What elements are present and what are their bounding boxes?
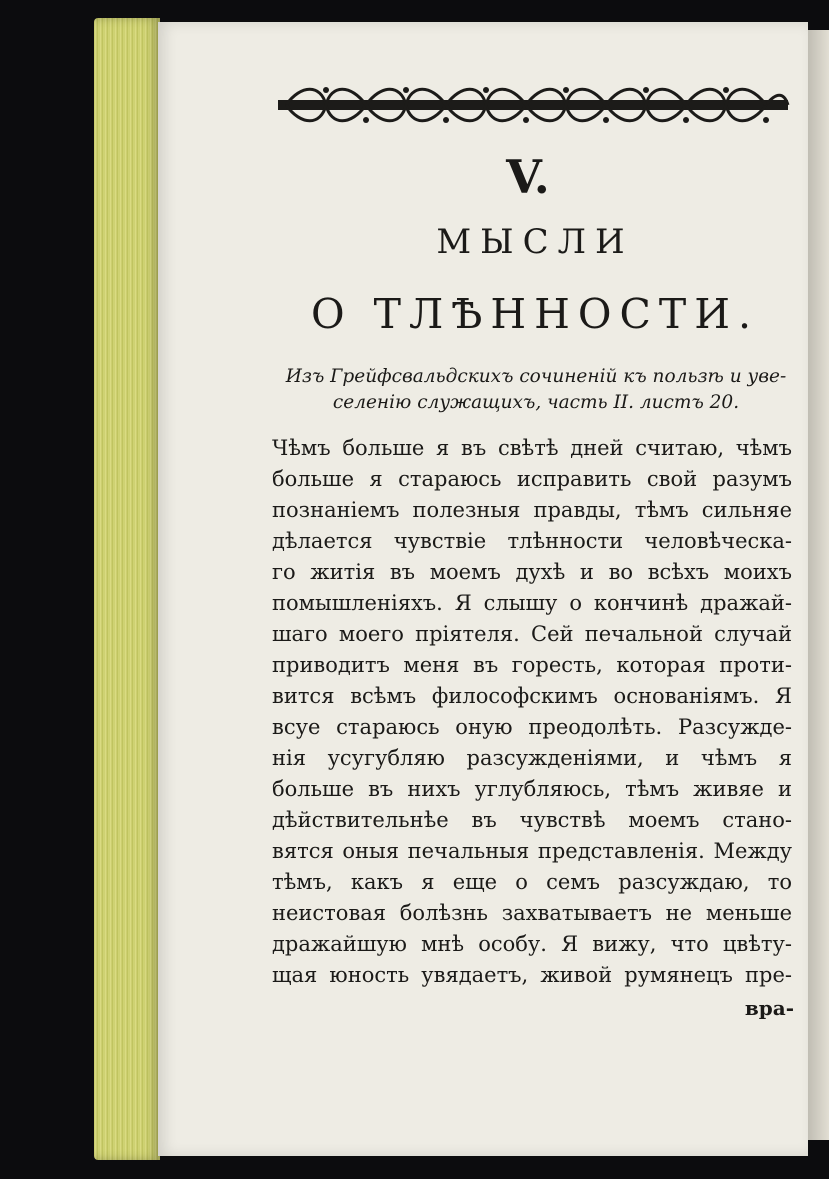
body-line: познаніемъ полезныя правды, тѣмъ сильняе [272, 498, 792, 522]
body-line: го житія въ моемъ духѣ и во всѣхъ моихъ [272, 560, 792, 584]
body-line: щая юность увядаетъ, живой румянецъ пре- [272, 963, 792, 987]
body-line: приводитъ меня въ горесть, которая проти- [272, 653, 792, 677]
body-line: неистовая болѣзнь захватываетъ не меньше [272, 901, 792, 925]
source-note-line: селенію служащихъ, часть II. листъ 20. [332, 392, 740, 413]
body-line: дѣйствительнѣе въ чувствѣ моемъ стано- [272, 808, 792, 832]
ornamental-headpiece [276, 84, 790, 126]
body-line: нія усугубляю разсужденіями, и чѣмъ я [272, 746, 792, 770]
body-line: всуе стараюсь оную преодолѣть. Разсужде- [272, 715, 792, 739]
title-line-2: О ТЛѢННОСТИ. [310, 290, 760, 338]
source-note-line: Изъ Грейфсвальдскихъ сочиненій къ пользѣ и уве- [285, 366, 787, 387]
gilded-page-edges [94, 18, 160, 1160]
body-line: вится всѣмъ философскимъ основаніямъ. Я [272, 684, 792, 708]
source-note [276, 364, 796, 416]
body-line: шаго моего пріятеля. Сей печальной случай [272, 622, 792, 646]
body-line: вятся оныя печальныя представленія. Между [272, 839, 792, 863]
catchword: вра- [744, 996, 794, 1020]
body-line: тѣмъ, какъ я еще о семъ разсуждаю, то [272, 870, 792, 894]
body-line: дражайшую мнѣ особу. Я вижу, что цвѣту- [272, 932, 792, 956]
chapter-number: V. [506, 150, 550, 204]
body-line: помышленіяхъ. Я слышу о кончинѣ дражай- [272, 591, 792, 615]
title-line-1: МЫСЛИ [436, 222, 634, 262]
body-line: Чѣмъ больше я въ свѣтѣ дней считаю, чѣмъ [272, 436, 792, 460]
body-line: больше я стараюсь исправить свой разумъ [272, 467, 792, 491]
body-line: дѣлается чувствіе тлѣнности человѣческа- [272, 529, 792, 553]
body-line: больше въ нихъ углубляюсь, тѣмъ живяе и [272, 777, 792, 801]
